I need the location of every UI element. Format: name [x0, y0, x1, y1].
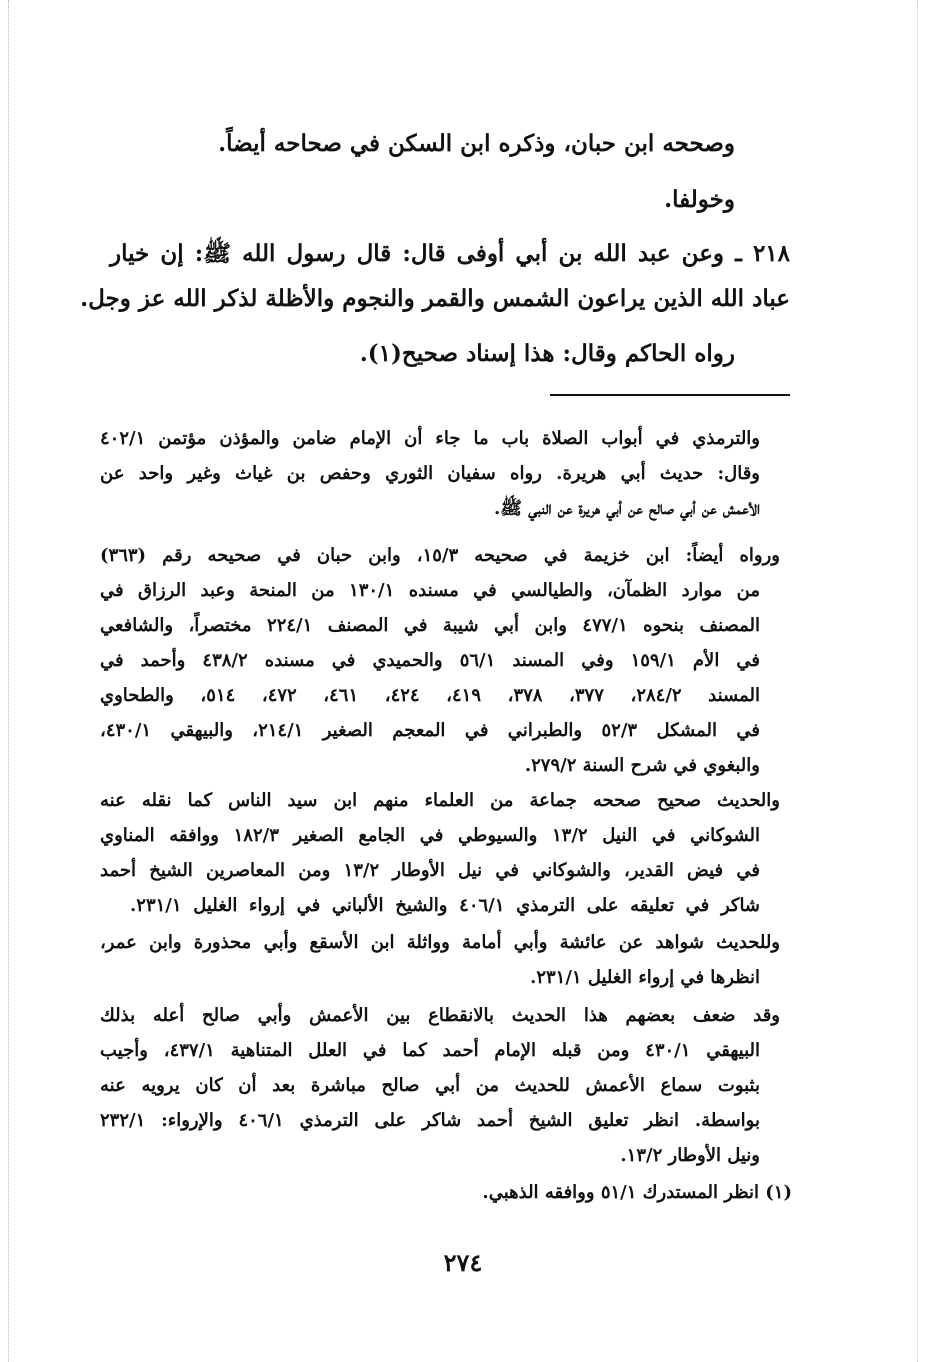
- page-number: ٢٧٤: [443, 1248, 483, 1277]
- scan-edge-left: [8, 0, 9, 1362]
- footnote-line: شاكر في تعليقه على الترمذي ٤٠٦/١ والشيخ الألباني في إرواء الغليل ٢٣١/١.: [130, 895, 761, 916]
- footnote-line: في الأم ١٥٩/١ وفي المسند ٥٦/١ والحميدي في مسنده ٤٣٨/٢ وأحمد في: [100, 650, 760, 671]
- footnote-line: في فيض القدير، والشوكاني في نيل الأوطار ١٣/٢ ومن المعاصرين الشيخ أحمد: [100, 860, 760, 881]
- footnote-line: وقال: حديث أبي هريرة. رواه سفيان الثوري وحفص بن غياث وغير واحد عن: [100, 463, 760, 484]
- footnote-line: وقد ضعف بعضهم هذا الحديث بالانقطاع بين الأعمش وأبي صالح أعله بذلك: [100, 1005, 780, 1026]
- footnote-line: ورواه أيضاً: ابن خزيمة في صحيحه ١٥/٣، وابن حبان في صحيحه رقم (٣٦٣): [100, 545, 780, 566]
- main-line-1: وصححه ابن حبان، وذكره ابن السكن في صحاحه أيضاً.: [218, 130, 735, 157]
- scan-edge-right: [917, 0, 918, 1362]
- footnote-line: المسند ٢٨٤/٢، ٣٧٧، ٣٧٨، ٤١٩، ٤٢٤، ٤٦١، ٤٧٢، ٥١٤، والطحاوي: [100, 685, 761, 706]
- footnote-separator: [550, 394, 790, 396]
- footnote-line: الأعمش عن أبي صالح عن أبي هريرة عن النبي ﷺ.: [494, 498, 760, 519]
- footnote-line: ونيل الأوطار ١٣/٢.: [620, 1145, 760, 1166]
- footnote-1: (١) انظر المستدرك ٥١/١ ووافقه الذهبي.: [482, 1182, 792, 1203]
- footnote-line: المصنف بنحوه ٤٧٧/١ وابن أبي شيبة في المصنف ٢٢٤/١ مختصراً، والشافعي: [100, 615, 761, 636]
- footnote-line: بثبوت سماع الأعمش للحديث من أبي صالح مباشرة بعد أن كان يرويه عنه: [100, 1075, 760, 1096]
- footnote-line: بواسطة. انظر تعليق الشيخ أحمد شاكر على الترمذي ٤٠٦/١ والإرواء: ٢٣٢/١: [100, 1110, 760, 1131]
- hadith-line-1: ٢١٨ ـ وعن عبد الله بن أبي أوفى قال: قال رسول الله ﷺ: إن خيار: [110, 240, 790, 267]
- footnote-line: البيهقي ٤٣٠/١ ومن قبله الإمام أحمد كما في العلل المتناهية ٤٣٧/١، وأجيب: [100, 1040, 760, 1061]
- footnote-line: والبغوي في شرح السنة ٢٧٩/٢.: [524, 755, 760, 776]
- hadith-line-2: عباد الله الذين يراعون الشمس والقمر والنجوم والأظلة لذكر الله عز وجل.: [80, 285, 790, 312]
- footnote-line: من موارد الظمآن، والطيالسي في مسنده ١٣٠/١ من المنحة وعبد الرزاق في: [100, 580, 761, 601]
- footnote-line: انظرها في إرواء الغليل ٢٣١/١.: [530, 967, 760, 988]
- footnote-line: والترمذي في أبواب الصلاة باب ما جاء أن الإمام ضامن والمؤذن مؤتمن ٤٠٢/١: [100, 428, 760, 449]
- footnote-line: وللحديث شواهد عن عائشة وأبي أمامة وواثلة ابن الأسقع وأبي محذورة وابن عمر،: [100, 932, 780, 953]
- footnote-line: والحديث صحيح صححه جماعة من العلماء منهم ابن سيد الناس كما نقله عنه: [100, 790, 780, 811]
- hadith-line-3: رواه الحاكم وقال: هذا إسناد صحيح(١).: [359, 340, 735, 367]
- footnote-line: في المشكل ٥٢/٣ والطبراني في المعجم الصغير ٢١٤/١، والبيهقي ٤٣٠/١،: [100, 720, 760, 741]
- main-line-2: وخولفا.: [664, 186, 735, 213]
- footnote-line: الشوكاني في النيل ١٣/٢ والسيوطي في الجامع الصغير ١٨٢/٣ ووافقه المناوي: [100, 825, 761, 846]
